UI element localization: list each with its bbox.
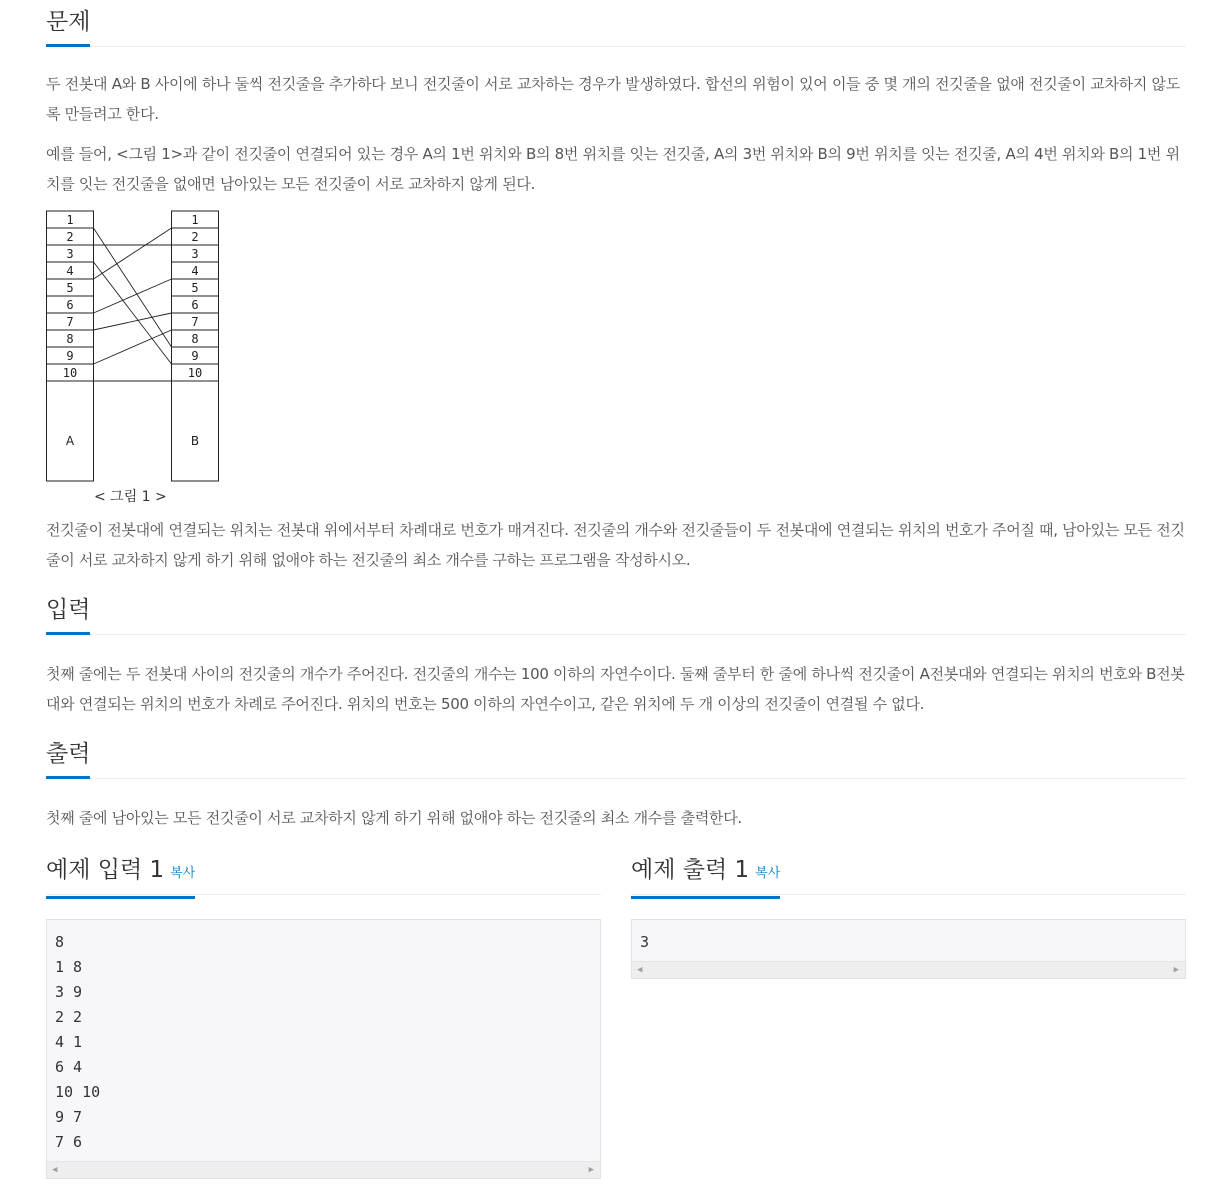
output-description: 첫째 줄에 남아있는 모든 전깃줄이 서로 교차하지 않게 하기 위해 없애야 하는 전깃줄의 최소 개수를 출력한다. — [46, 809, 742, 827]
sample-output-headline — [631, 848, 1186, 895]
pole-b-label-7: 7 — [191, 315, 199, 329]
wire-a3-b9 — [94, 262, 172, 364]
sample-output-scrollbar[interactable] — [632, 961, 1185, 978]
input-headline — [46, 588, 1186, 635]
pole-b-label-3: 3 — [191, 247, 199, 261]
pole-b-label-5: 5 — [191, 281, 199, 295]
pole-b-label-1: 1 — [191, 213, 199, 227]
pole-a-label-6: 6 — [66, 298, 74, 312]
pole-b — [172, 211, 219, 481]
output-title: 출력 — [46, 738, 90, 779]
pole-a-label-5: 5 — [66, 281, 74, 295]
pole-a-label-8: 8 — [66, 332, 74, 346]
input-description: 첫째 줄에는 두 전봇대 사이의 전깃줄의 개수가 주어진다. 전깃줄의 개수는 100 이하의 자연수이다. 둘째 줄부터 한 줄에 하나씩 전깃줄이 A전봇대와 연결되는 위치의 번호와 B전봇대와 연결되는 위치의 번호가 차례로 주어진다. 위치의 번호는 500 이하의 자연수이고, 같은 위치에 두 개 이상의 전깃줄이 연결될 수 없다. — [46, 665, 1185, 713]
wire-figure — [46, 210, 220, 510]
pole-b-label-9: 9 — [191, 349, 199, 363]
pole-a-label-1: 1 — [66, 213, 74, 227]
copy-input-button[interactable]: 복사 — [170, 866, 196, 881]
wire-a7-b6 — [94, 313, 172, 330]
pole-a-label-4: 4 — [66, 264, 74, 278]
problem-section-cont — [46, 515, 1186, 575]
pole-b-label-8: 8 — [191, 332, 199, 346]
pole-a-label-7: 7 — [66, 315, 74, 329]
pole-b-label-4: 4 — [191, 264, 199, 278]
wire-a6-b4 — [94, 279, 172, 313]
pole-b-label-6: 6 — [191, 298, 199, 312]
sample-input-content: 8 1 8 3 9 2 2 4 1 6 4 10 10 9 7 7 6 — [55, 933, 101, 1151]
problem-title: 문제 — [46, 6, 90, 47]
scroll-right-icon[interactable]: ▶ — [1173, 965, 1179, 975]
sample-input-column — [46, 848, 601, 1179]
pole-b-label-2: 2 — [191, 230, 199, 244]
wire-a4-b1 — [94, 228, 172, 279]
sample-output-title — [631, 854, 780, 899]
output-headline — [46, 732, 1186, 779]
pole-a-label-2: 2 — [66, 230, 74, 244]
pole-a — [47, 211, 94, 481]
problem-paragraph-3: 전깃줄이 전봇대에 연결되는 위치는 전봇대 위에서부터 차례대로 번호가 매겨진다. 전깃줄의 개수와 전깃줄들이 두 전봇대에 연결되는 위치의 번호가 주어질 때, 남아있는 모든 전깃줄이 서로 교차하지 않게 하기 위해 없애야 하는 전깃줄의 최소 개수를 구하는 프로그램을 작성하시오. — [46, 521, 1185, 569]
input-title: 입력 — [46, 594, 90, 635]
pole-a-label-3: 3 — [66, 247, 74, 261]
wire-a9-b7 — [94, 330, 172, 364]
sample-input-title-text: 예제 입력 1 — [46, 857, 165, 883]
sample-output-column — [631, 848, 1186, 979]
sample-output-box[interactable] — [631, 919, 1186, 979]
wires — [94, 228, 172, 381]
wire-diagram — [46, 210, 220, 484]
problem-paragraph-2: 예를 들어, <그림 1>과 같이 전깃줄이 연결되어 있는 경우 A의 1번 위치와 B의 8번 위치를 잇는 전깃줄, A의 3번 위치와 B의 9번 위치를 잇는 전깃줄, A의 4번 위치와 B의 1번 위치를 잇는 전깃줄을 없애면 남아있는 모든 전깃줄이 서로 교차하지 않게 된다. — [46, 145, 1180, 193]
sample-output-content: 3 — [640, 933, 650, 951]
scroll-right-icon[interactable]: ▶ — [588, 1165, 594, 1175]
wire-a1-b8 — [94, 228, 172, 347]
pole-a-name: A — [65, 434, 75, 448]
copy-output-button[interactable]: 복사 — [755, 866, 781, 881]
pole-b-label-10: 10 — [187, 366, 203, 380]
sample-input-box[interactable] — [46, 919, 601, 1179]
sample-input-headline — [46, 848, 601, 895]
sample-output-title-text: 예제 출력 1 — [631, 857, 750, 883]
sample-input-scrollbar[interactable] — [47, 1161, 600, 1178]
output-section — [46, 732, 1186, 827]
problem-headline — [46, 0, 1186, 47]
sample-input-title — [46, 854, 195, 899]
figure-caption: < 그림 1 > — [94, 489, 167, 505]
pole-b-name: B — [190, 434, 200, 448]
pole-a-label-9: 9 — [66, 349, 74, 363]
scroll-left-icon[interactable]: ◀ — [637, 965, 643, 975]
pole-a-label-10: 10 — [62, 366, 78, 380]
problem-section — [46, 0, 1186, 193]
problem-paragraph-1: 두 전봇대 A와 B 사이에 하나 둘씩 전깃줄을 추가하다 보니 전깃줄이 서로 교차하는 경우가 발생하였다. 합선의 위험이 있어 이들 중 몇 개의 전깃줄을 없애 전깃줄이 교차하지 않도록 만들려고 한다. — [46, 75, 1180, 123]
input-section — [46, 588, 1186, 713]
scroll-left-icon[interactable]: ◀ — [52, 1165, 58, 1175]
